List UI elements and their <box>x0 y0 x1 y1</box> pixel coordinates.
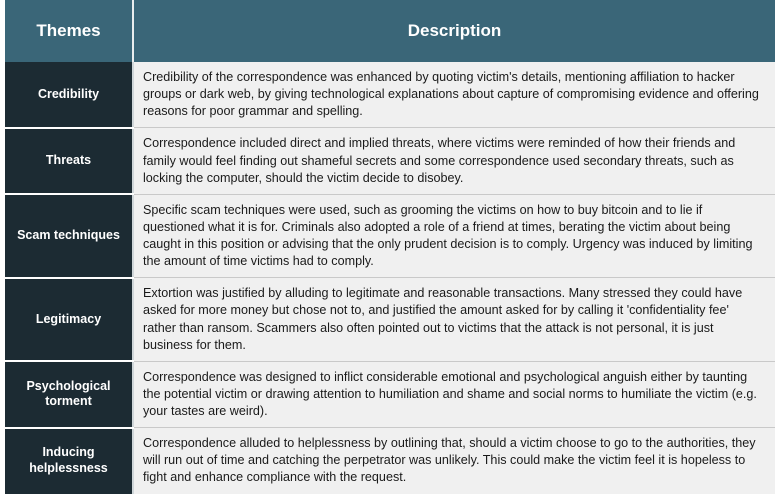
theme-label-scam-techniques: Scam techniques <box>5 194 133 278</box>
table-body <box>5 62 775 494</box>
description-credibility: Credibility of the correspondence was enhanced by quoting victim's details, mentioning affiliation to hacker groups or dark web, by giving technological explanations about capture of compromising evidence and offering reasons for poor grammar and spelling. <box>133 62 775 128</box>
table-row <box>5 194 775 278</box>
theme-label-legitimacy: Legitimacy <box>5 278 133 362</box>
table-header <box>5 0 775 62</box>
theme-label-threats: Threats <box>5 128 133 194</box>
table-row <box>5 128 775 194</box>
table-row <box>5 428 775 494</box>
description-legitimacy: Extortion was justified by alluding to legitimate and reasonable transactions. Many stressed they could have asked for more money but chose not to, and justified the amount asked for by calling it 'confidentiality fee' rather than ransom. Scammers also often pointed out to victims that the attack is not personal, it is just business for them. <box>133 278 775 362</box>
column-header-description: Description <box>133 0 775 62</box>
table-row <box>5 278 775 362</box>
theme-label-credibility: Credibility <box>5 62 133 128</box>
theme-label-inducing-helplessness: Inducing helplessness <box>5 428 133 494</box>
column-header-themes: Themes <box>5 0 133 62</box>
theme-label-psychological-torment: Psychological torment <box>5 361 133 427</box>
description-scam-techniques: Specific scam techniques were used, such as grooming the victims on how to buy bitcoin and to lie if questioned what it is for. Criminals also adopted a role of a friend at times, berating the victim about being caught in this position or advising that the only prudent decision is to comply. Urgency was induced by limiting the amount of time victims had to comply. <box>133 194 775 278</box>
description-inducing-helplessness: Correspondence alluded to helplessness by outlining that, should a victim choose to go to the authorities, they will run out of time and catching the perpetrator was unlikely. This could make the victim feel it is hopeless to fight and enhance compliance with the request. <box>133 428 775 494</box>
themes-description-table <box>5 0 775 494</box>
table-row <box>5 62 775 128</box>
description-threats: Correspondence included direct and implied threats, where victims were reminded of how their friends and family would feel finding out shameful secrets and some correspondence used secondary threats, such as locking the computer, should the victim decide to disobey. <box>133 128 775 194</box>
table-row <box>5 361 775 427</box>
header-row <box>5 0 775 62</box>
description-psychological-torment: Correspondence was designed to inflict considerable emotional and psychological anguish either by taunting the potential victim or drawing attention to humiliation and shame and social norms to humiliate the victim (e.g. your tastes are weird). <box>133 361 775 427</box>
